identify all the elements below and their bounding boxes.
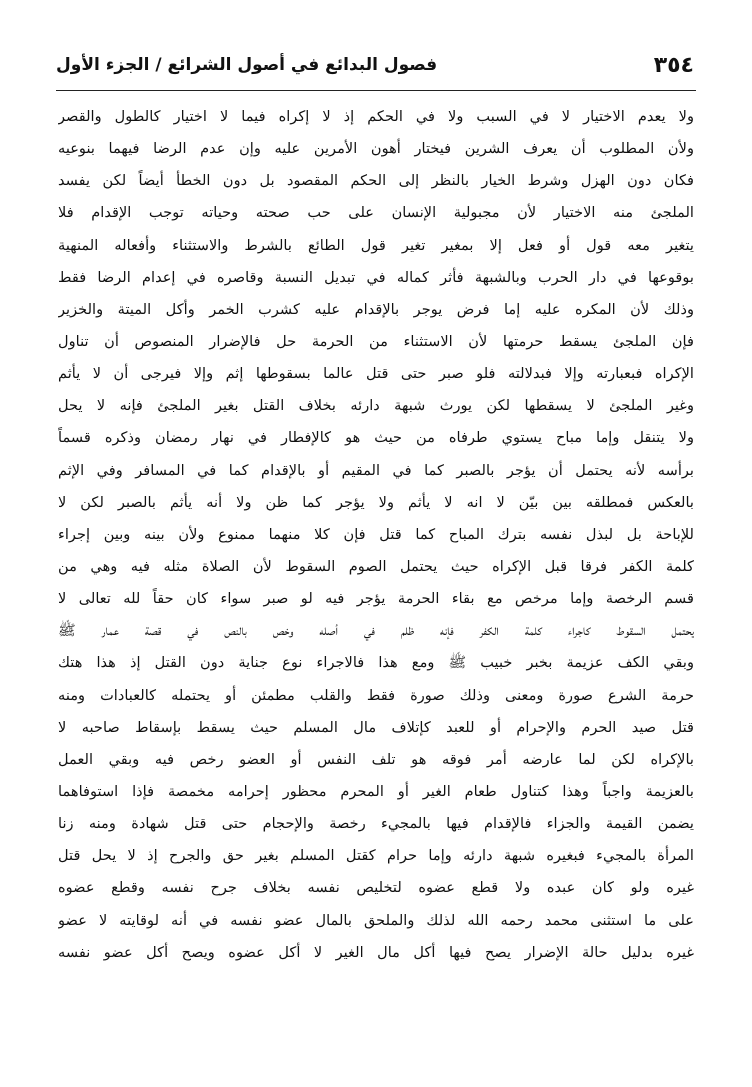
text-line: بوقوعها في دار الحرب وبالشبهة فأثر كماله في تبديل النسبة وقاصره في إعدام الرضا فقط	[58, 268, 694, 286]
text-line: غيره ولو كان عبده ولا قطع عضوه لتخليص نفسه بخلاف جرح نفسه وقطع عضوه	[58, 879, 694, 897]
text-line: على ما استثنى محمد رحمه الله لذلك والملحق بالمال عضو نفسه في أنه لوقايته لا عضو	[58, 911, 694, 929]
page-header	[56, 40, 694, 90]
text-line: حرمة الشرع صورة ومعنى وذلك صورة فقط والقلب مطمئن أو يحتمله كالعبادات ومنه	[58, 686, 694, 704]
text-line: بالعكس فمطلقه بين بيّن لا انه لا يأثم ولا يؤجر كما ظن ولا أنه يأثم بالصبر لكن لا	[58, 493, 694, 511]
header-divider	[56, 90, 696, 91]
text-line: فكان دون الهزل وشرط الخيار بالنظر إلى الحكم المقصود بل دون الخطأ أيضاً لكن يفسد	[58, 172, 694, 190]
page-number: ٣٥٤	[653, 52, 694, 78]
text-line: وغير الملجئ لا يسقطها لكن يورث شبهة دارئه بخلاف القتل بغير الملجئ فإنه لا يحل	[58, 397, 694, 415]
text-line: يضمن القيمة والجزاء فالإقدام فيها بالمجيء رخصة والإحجام حتى قتل شهادة ومنه زنا	[58, 815, 694, 833]
text-line: برأسه لأنه يحتمل أن يؤجر بالصبر كما في المقيم أو بالإقدام كما في المسافر وفي الإثم	[58, 461, 694, 479]
text-line: يحتمل السقوط كاجراء كلمة الكفر فإنه ظلم في أصله وخص بالنص في قصة عمار ﷺ	[58, 622, 694, 640]
text-line: قسم الرخصة وإما مرخص مع بقاء الحرمة يؤجر فيه لو صبر سواء كان حقاً لله تعالى لا	[58, 590, 694, 608]
text-line: فإن الملجئ يسقط حرمتها لأن الاستثناء من الحرمة حل فالإضرار المنصوص أن تناول	[58, 332, 694, 350]
text-line: للإباحة بل لبذل نفسه بترك المباح كما قتل فإن كلا منهما ممنوع ولأن بينه وبين إجراء	[58, 525, 694, 543]
text-line: ولا يتنقل وإما مباح يستوي طرفاه من حيث هو كالإفطار في نهار رمضان وذكره قسماً	[58, 429, 694, 447]
text-line: يتغير معه قول أو فعل إلا بمغير تغير قول الطائع بالشرط والاستثناء وأفعاله المنهية	[58, 236, 694, 254]
text-line: بالعزيمة واجباً وهذا كتناول طعام الغير أو المحرم محظور إحرامه مخمصة فإذا استوفاهما	[58, 782, 694, 800]
text-line: وذلك لأن المكره عليه إما فرض يوجر بالإقدام عليه كشرب الخمر وأكل الميتة والخزير	[58, 300, 694, 318]
text-line: الملجئ منه الاختيار لأن مجبولية الإنسان على حب صحته وحياته توجب الإقدام فلا	[58, 204, 694, 222]
text-line: بالإكراه لكن لما عارضه أمر فوقه هو تلف النفس أو العضو رخص فيه وبقي العمل	[58, 750, 694, 768]
text-line: وبقي الكف عزيمة بخبر خبيب ﷺ ومع هذا فالاجراء نوع جناية دون القتل إذ هذا هتك	[58, 654, 694, 672]
running-title: فصول البدائع في أصول الشرائع / الجزء الأول	[56, 55, 438, 75]
text-line: ولا يعدم الاختيار لا في السبب ولا في الحكم إذ لا إكراه فيما لا اختيار كالطول والقصر	[58, 108, 694, 125]
text-line: الإكراه فبعبارته وإلا فبدلالته فلو صبر حتى قتل عالما بسقوطها إثم وإلا فيرجى أن لا يأثم	[58, 365, 694, 383]
text-line: غيره بدليل حالة الإضرار يصح فيها أكل مال الغير لا أكل عضوه ويصح أكل عضو نفسه	[58, 943, 694, 961]
text-line: ولأن المطلوب أن يعرف الشرين فيختار أهون الأمرين عليه وإن عدم الرضا فيهما بنوعيه	[58, 140, 694, 158]
text-line: المرأة بالمجيء فبغيره شبهة دارئه وإما حرام كقتل المسلم بغير حق والجرح إذ لا يحل قتل	[58, 847, 694, 865]
text-line: قتل صيد الحرم والإحرام أو للعبد كإتلاف مال المسلم حيث يسقط بإسقاط صاحبه لا	[58, 718, 694, 736]
body-text	[58, 101, 694, 969]
text-line: كلمة الكفر فرقا قبل الإكراه حيث يحتمل الصوم السقوط لأن الصلاة مثله فيه وهي من	[58, 557, 694, 575]
